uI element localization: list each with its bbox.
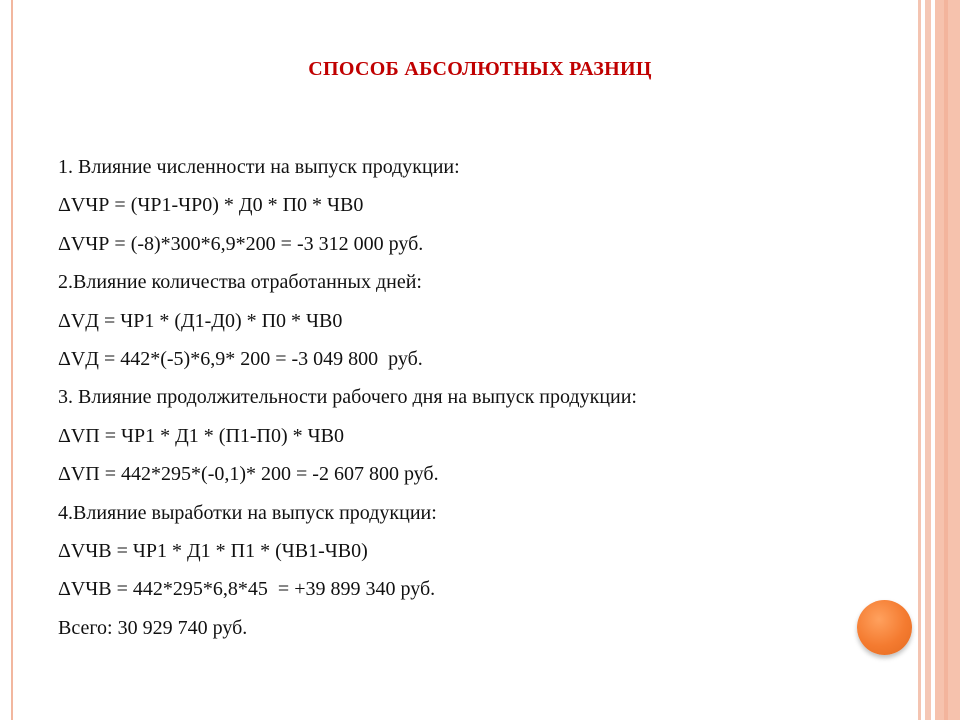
content-line: 2.Влияние количества отработанных дней: [58,271,422,294]
content-line: Всего: 30 929 740 руб. [58,616,248,639]
content-line: ΔVП = 442*295*(-0,1)* 200 = -2 607 800 руб. [58,463,439,486]
content-line: ΔVД = ЧР1 * (Д1-Д0) * П0 * ЧВ0 [58,309,343,332]
content-line: 3. Влияние продолжительности рабочего дня на выпуск продукции: [58,386,637,409]
content-line: ΔVД = 442*(-5)*6,9* 200 = -3 049 800 руб. [58,348,423,371]
right-decorative-stripe [944,0,948,720]
content-line: ΔVЧР = (ЧР1-ЧР0) * Д0 * П0 * ЧВ0 [58,194,364,217]
slide-title: СПОСОБ АБСОЛЮТНЫХ РАЗНИЦ [308,58,652,80]
content-line: ΔVЧВ = 442*295*6,8*45 = +39 899 340 руб. [58,578,436,601]
content-line: 1. Влияние численности на выпуск продукции: [58,156,460,178]
content-line: 4.Влияние выработки на выпуск продукции: [58,501,437,524]
orange-circle-decoration [857,600,912,655]
content-line: ΔVЧВ = ЧР1 * Д1 * П1 * (ЧВ1-ЧВ0) [58,540,368,563]
right-decorative-stripe [925,0,931,720]
right-decorative-stripe [918,0,921,720]
content-line: ΔVП = ЧР1 * Д1 * (П1-П0) * ЧВ0 [58,424,344,447]
left-decorative-line [11,0,13,720]
content-list [58,148,878,647]
content-line: ΔVЧР = (-8)*300*6,9*200 = -3 312 000 руб. [58,232,424,255]
